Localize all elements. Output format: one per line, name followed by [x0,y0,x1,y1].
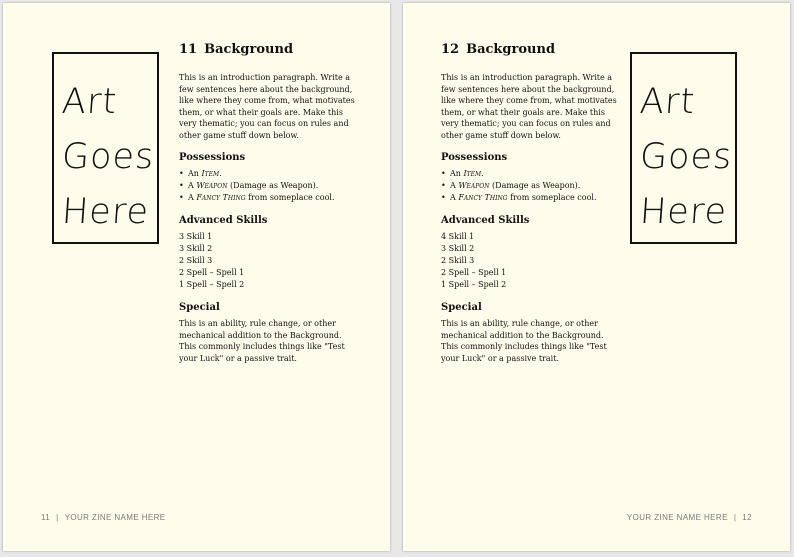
possessions-heading: Possessions [441,152,508,163]
possessions-list [179,168,359,204]
footer-page-number: 12 [742,513,752,522]
section-title: Background [466,42,556,57]
skill-line: 1 Spell – Spell 2 [179,280,245,289]
skills-heading: Advanced Skills [179,215,268,226]
list-item: • A Weapon (Damage as Weapon). [179,180,359,192]
skills-heading: Advanced Skills [441,215,530,226]
page-right [403,3,790,551]
art-text-line: Here [60,192,151,232]
intro-paragraph: This is an introduction paragraph. Write a few sentences here about the background, like where they come from, what motivates them, or what their goals are. Make this very thematic; you can focus on rules and other game stuff down below. [179,73,355,140]
footer-page-number: 11 [41,513,51,522]
skill-line: 2 Skill 3 [441,256,475,265]
list-item: • An Item. [441,168,621,180]
page-title [441,41,621,59]
footer-separator: | [733,513,737,522]
art-text-line: Art [638,82,697,122]
skills-list [441,231,621,291]
special-heading: Special [179,302,220,313]
art-text-line: Goes [60,137,156,177]
footer-separator: | [56,513,59,522]
footer-zine-name: YOUR ZINE NAME HERE [64,513,166,522]
page-content [179,41,359,364]
special-heading: Special [441,302,482,313]
special-paragraph: This is an ability, rule change, or other mechanical addition to the Background. This commonly includes things like "Test your Luck" or a passive trait. [441,319,607,363]
list-item: • A Fancy Thing from someplace cool. [441,192,621,204]
list-item: • A Fancy Thing from someplace cool. [179,192,359,204]
page-left [3,3,390,551]
skill-line: 3 Skill 2 [441,244,475,253]
skills-list [179,231,359,291]
art-text-line: Art [60,82,119,122]
section-title: Background [204,42,294,57]
list-item: • A Weapon (Damage as Weapon). [441,180,621,192]
art-text-line: Goes [638,137,734,177]
special-paragraph: This is an ability, rule change, or other mechanical addition to the Background. This commonly includes things like "Test your Luck" or a passive trait. [179,319,345,363]
skill-line: 2 Spell – Spell 1 [179,268,245,277]
possessions-list [441,168,621,204]
art-placeholder [52,52,159,244]
page-footer [41,513,166,522]
skill-line: 2 Spell – Spell 1 [441,268,507,277]
section-number: 11 [179,42,198,57]
skill-line: 1 Spell – Spell 2 [441,280,507,289]
page-footer [627,513,752,522]
art-placeholder [630,52,737,244]
list-item: • An Item. [179,168,359,180]
skill-line: 3 Skill 2 [179,244,213,253]
skill-line: 2 Skill 3 [179,256,213,265]
art-text-line: Here [638,192,729,232]
footer-zine-name: YOUR ZINE NAME HERE [626,513,728,522]
page-title [179,41,359,59]
skill-line: 4 Skill 1 [441,232,475,241]
intro-paragraph: This is an introduction paragraph. Write a few sentences here about the background, like where they come from, what motivates them, or what their goals are. Make this very thematic; you can focus on rules and other game stuff down below. [441,73,617,140]
section-number: 12 [441,42,460,57]
page-content [441,41,621,364]
possessions-heading: Possessions [179,152,246,163]
skill-line: 3 Skill 1 [179,232,213,241]
